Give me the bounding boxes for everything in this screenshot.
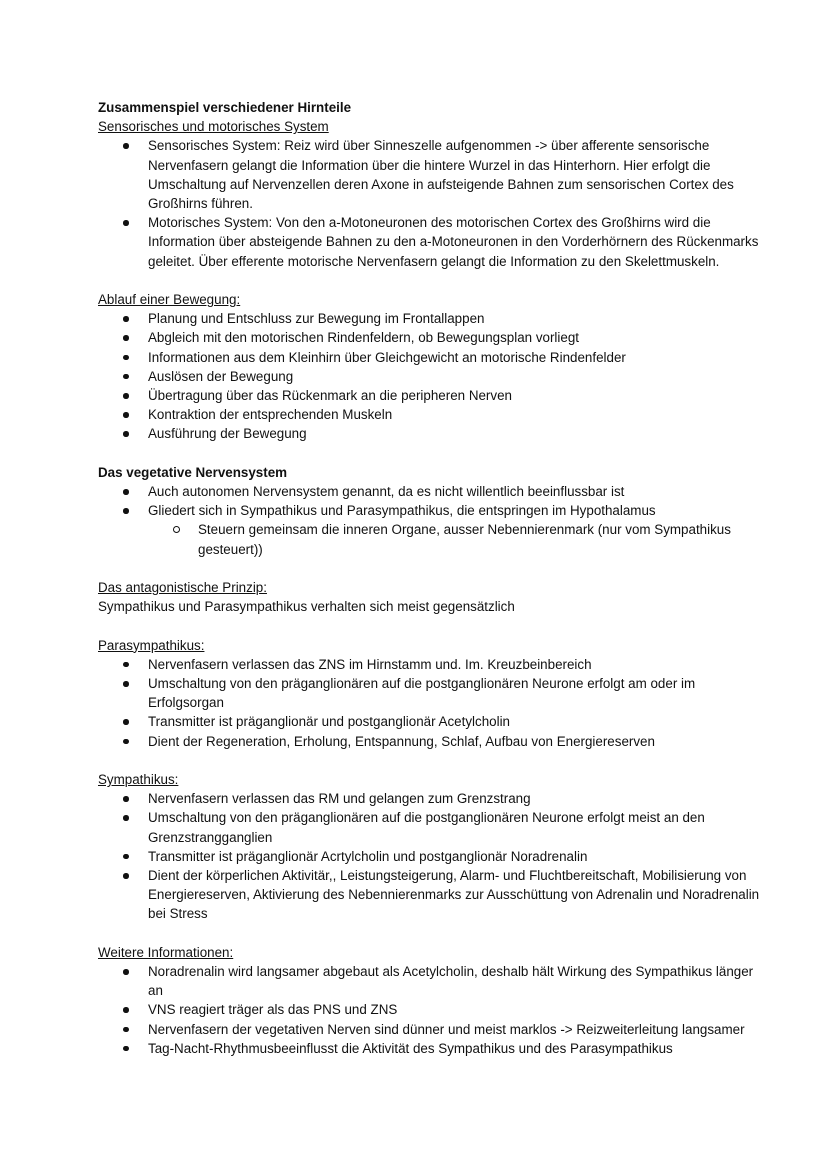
list-item: Informationen aus dem Kleinhirn über Gleichgewicht an motorische Rindenfelder bbox=[98, 348, 768, 367]
section-heading-sympathikus: Sympathikus: bbox=[98, 772, 179, 788]
parasympathikus-list bbox=[98, 655, 768, 751]
list-item: Auslösen der Bewegung bbox=[98, 367, 768, 386]
sensory-motor-list bbox=[98, 136, 768, 270]
document-title: Zusammenspiel verschiedener Hirnteile bbox=[98, 100, 352, 115]
list-item: Übertragung über das Rückenmark an die peripheren Nerven bbox=[98, 386, 768, 405]
list-item: Nervenfasern der vegetativen Nerven sind dünner und meist marklos -> Reizweiterleitung langsamer bbox=[98, 1020, 768, 1039]
list-item: Umschaltung von den präganglionären auf die postganglionären Neurone erfolgt meist an den Grenzstrangganglien bbox=[98, 808, 768, 846]
list-item: Transmitter ist präganglionär und postganglionär Acetylcholin bbox=[98, 712, 768, 731]
section-heading-sensory-motor: Sensorisches und motorisches System bbox=[98, 119, 329, 135]
list-item: Noradrenalin wird langsamer abgebaut als Acetylcholin, deshalb hält Wirkung des Sympathikus länger an bbox=[98, 962, 768, 1000]
vegetative-sublist bbox=[98, 520, 768, 558]
section-heading-antagonistic: Das antagonistische Prinzip: bbox=[98, 580, 267, 596]
list-item: Ausführung der Bewegung bbox=[98, 424, 768, 443]
list-item: Motorisches System: Von den a-Motoneuronen des motorischen Cortex des Großhirns wird die Information über absteigende Bahnen zu den a-Motoneuronen in den Vorderhörnern des Rückenmarks geleitet. Über efferente motorische Nervenfasern gelangt die Information zu den Skelettmuskeln. bbox=[98, 213, 768, 271]
list-item: Transmitter ist präganglionär Acrtylcholin und postganglionär Noradrenalin bbox=[98, 847, 768, 866]
list-item: Nervenfasern verlassen das ZNS im Hirnstamm und. Im. Kreuzbeinbereich bbox=[98, 655, 768, 674]
list-item: Gliedert sich in Sympathikus und Parasympathikus, die entspringen im Hypothalamus bbox=[98, 501, 768, 520]
list-item: Kontraktion der entsprechenden Muskeln bbox=[98, 405, 768, 424]
list-item: VNS reagiert träger als das PNS und ZNS bbox=[98, 1000, 768, 1019]
sub-list-item: Steuern gemeinsam die inneren Organe, ausser Nebennierenmark (nur vom Sympathikus gesteuert)) bbox=[98, 520, 768, 558]
movement-list bbox=[98, 309, 768, 443]
list-item: Planung und Entschluss zur Bewegung im Frontallappen bbox=[98, 309, 768, 328]
list-item: Auch autonomen Nervensystem genannt, da es nicht willentlich beeinflussbar ist bbox=[98, 482, 768, 501]
section-heading-vegetative: Das vegetative Nervensystem bbox=[98, 464, 288, 480]
sympathikus-list bbox=[98, 789, 768, 923]
section-heading-movement: Ablauf einer Bewegung: bbox=[98, 292, 241, 308]
list-item: Abgleich mit den motorischen Rindenfeldern, ob Bewegungsplan vorliegt bbox=[98, 328, 768, 347]
section-heading-further-info: Weitere Informationen: bbox=[98, 944, 234, 960]
list-item: Nervenfasern verlassen das RM und gelangen zum Grenzstrang bbox=[98, 789, 768, 808]
further-info-list bbox=[98, 962, 768, 1058]
list-item: Dient der körperlichen Aktivitär,, Leistungsteigerung, Alarm- und Fluchtbereitschaft, Mobilisierung von Energiereserven, Aktivierung des Nebennierenmarks zur Ausschüttung von Adrenalin und Noradrenalin bei Stress bbox=[98, 866, 768, 924]
list-item: Tag-Nacht-Rhythmusbeeinflusst die Aktivität des Sympathikus und des Parasympathikus bbox=[98, 1039, 768, 1058]
section-heading-parasympathikus: Parasympathikus: bbox=[98, 637, 205, 653]
antagonistic-text: Sympathikus und Parasympathikus verhalten sich meist gegensätzlich bbox=[98, 599, 515, 615]
list-item: Umschaltung von den präganglionären auf die postganglionären Neurone erfolgt am oder im Erfolgsorgan bbox=[98, 674, 768, 712]
vegetative-list bbox=[98, 482, 768, 520]
list-item: Sensorisches System: Reiz wird über Sinneszelle aufgenommen -> über afferente sensorische Nervenfasern gelangt die Information über die hintere Wurzel in das Hinterhorn. Hier erfolgt die Umschaltung auf Nervenzellen deren Axone in aufsteigende Bahnen zum sensorischen Cortex des Großhirns führen. bbox=[98, 136, 768, 213]
list-item: Dient der Regeneration, Erholung, Entspannung, Schlaf, Aufbau von Energiereserven bbox=[98, 732, 768, 751]
